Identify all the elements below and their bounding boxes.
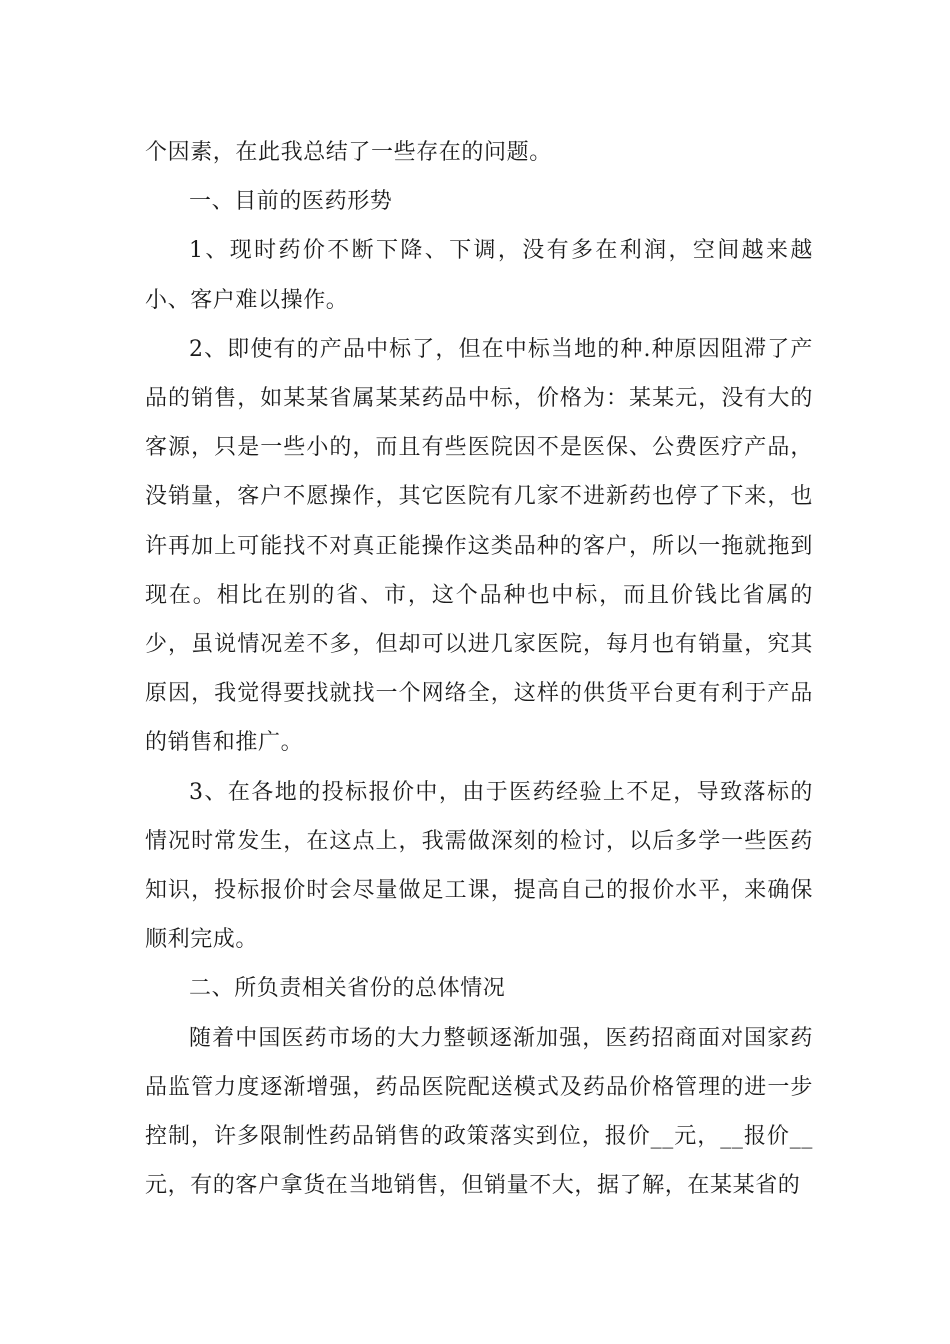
section-heading-current-situation: 一、目前的医药形势 <box>189 189 393 215</box>
paragraph-market-overview: 随着中国医药市场的大力整顿逐渐加强，医药招商面对国家药品监管力度逐渐增强，药品医院配送模式及药品价格管理的进一步控制，许多限制性药品销售的政策落实到位，报价__元，__报价__元，有的客户拿货在当地销售，但销量不大，据了解，在某某省的 <box>145 1025 813 1199</box>
paragraph-continuation: 个因素，在此我总结了一些存在的问题。 <box>145 140 552 165</box>
paragraph-point-3: 3、在各地的投标报价中，由于医药经验上不足，导致落标的情况时常发生，在这点上，我需做深刻的检讨，以后多学一些医药知识，投标报价时会尽量做足工课，提高自己的报价水平，来确保顺利完成。 <box>145 779 813 953</box>
paragraph-point-2: 2、即使有的产品中标了，但在中标当地的种.种原因阻滞了产品的销售，如某某省属某某药品中标，价格为：某某元，没有大的客源，只是一些小的，而且有些医院因不是医保、公费医疗产品，没销量，客户不愿操作，其它医院有几家不进新药也停了下来，也许再加上可能找不对真正能操作这类品种的客户，所以一拖就拖到现在。相比在别的省、市，这个品种也中标，而且价钱比省属的少，虽说情况差不多，但却可以进几家医院，每月也有销量，究其原因，我觉得要找就找一个网络全，这样的供货平台更有利于产品的销售和推广。 <box>145 336 813 756</box>
section-heading-provinces: 二、所负责相关省份的总体情况 <box>189 976 506 1002</box>
document-body <box>145 128 813 1210</box>
paragraph-point-1: 1、现时药价不断下降、下调，没有多在利润，空间越来越小、客户难以操作。 <box>145 238 813 313</box>
